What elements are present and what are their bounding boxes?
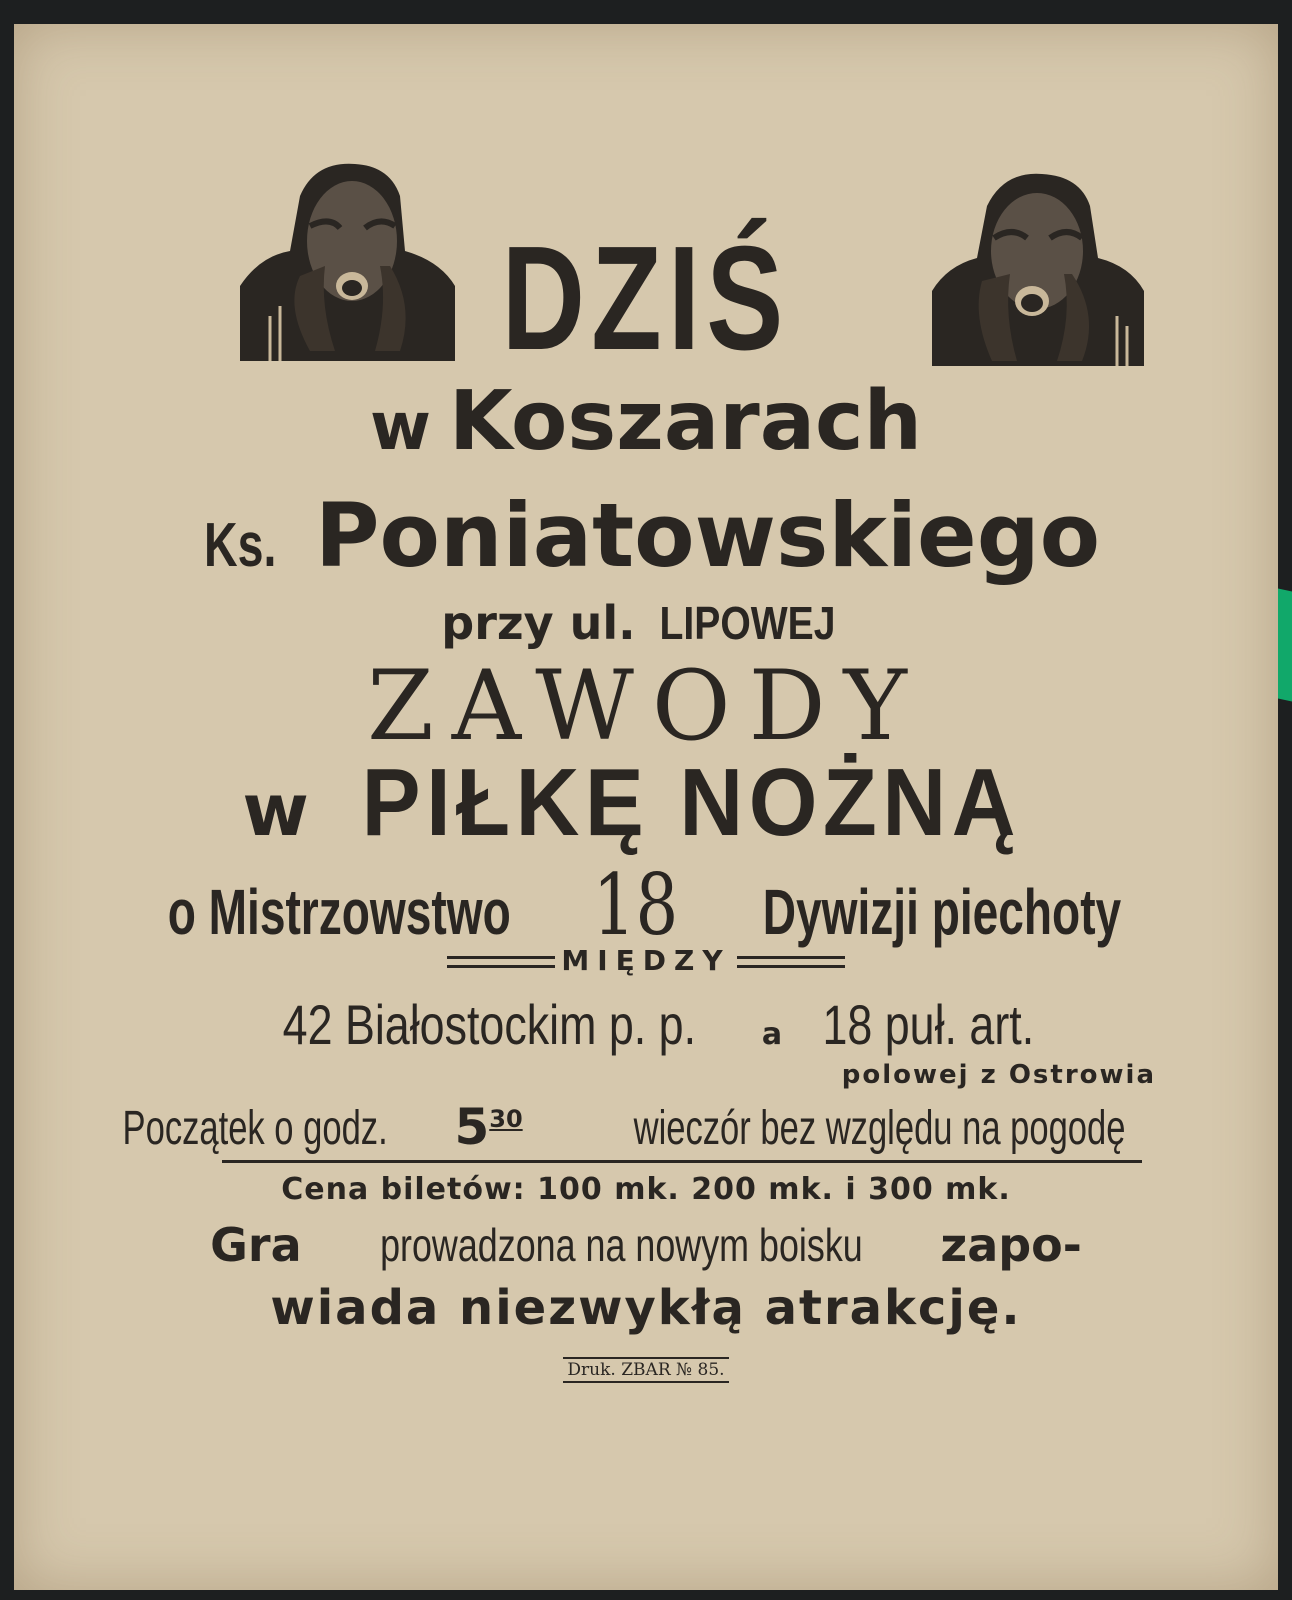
street-line [14,596,1278,650]
zapo-word: zapo- [940,1218,1082,1272]
start-hour: 5 [454,1098,490,1156]
teams-line [14,992,1278,1058]
preposition-w-sport: w [242,768,309,852]
headline-dzis: DZIŚ [502,216,790,381]
team-one: 42 Białostockim p. p. [282,993,697,1056]
game-description-line [14,1218,1278,1272]
start-suffix: wieczór bez względu na pogodę [633,1102,1126,1155]
street-name: LIPOWEJ [659,597,836,649]
preposition-w: w [369,388,431,465]
koszarach-text: Koszarach [448,374,923,469]
attraction-line: wiada niezwykłą atrakcję. [270,1280,1022,1336]
championship-prefix: o Mistrzowstwo [167,876,511,948]
team-two: 18 puł. art. [822,993,1035,1056]
between-text: MIĘDZY [561,944,731,977]
event-title-zawody: ZAWODY [367,650,925,762]
street-prefix: przy ul. [441,596,636,650]
start-minute: 30 [489,1105,523,1133]
event-sport-line [14,746,1278,858]
start-prefix: Początek o godz. [122,1102,388,1155]
ticket-prices: Cena biletów: 100 mk. 200 mk. i 300 mk. [281,1172,1011,1207]
poniatowskiego-text: Poniatowskiego [314,484,1101,587]
poster-sheet [14,24,1278,1590]
location-line-koszarach [14,374,1278,469]
location-line-poniatowskiego [14,484,1278,587]
double-rule-left [447,956,555,968]
gra-word: Gra [210,1218,302,1272]
ks-abbrev: Ks. [203,511,277,580]
start-time-line [14,1098,1278,1156]
background-strip [1278,589,1292,702]
division-name: Dywizji piechoty [762,876,1122,948]
printer-imprint: Druk. ZBAR № 85. [14,1360,1278,1380]
between-divider [14,944,1278,977]
double-rule-right [737,956,845,968]
pilke-nozna-text: PIŁKĘ NOŻNĄ [361,749,1021,856]
championship-line [14,856,1278,954]
team-two-subtitle: polowej z Ostrowia [841,1060,1156,1090]
game-description-middle: prowadzona na nowym boisku [379,1219,863,1271]
team-joiner: a [761,1017,783,1052]
division-number: 18 [592,856,679,954]
horizontal-rule [222,1160,1142,1163]
